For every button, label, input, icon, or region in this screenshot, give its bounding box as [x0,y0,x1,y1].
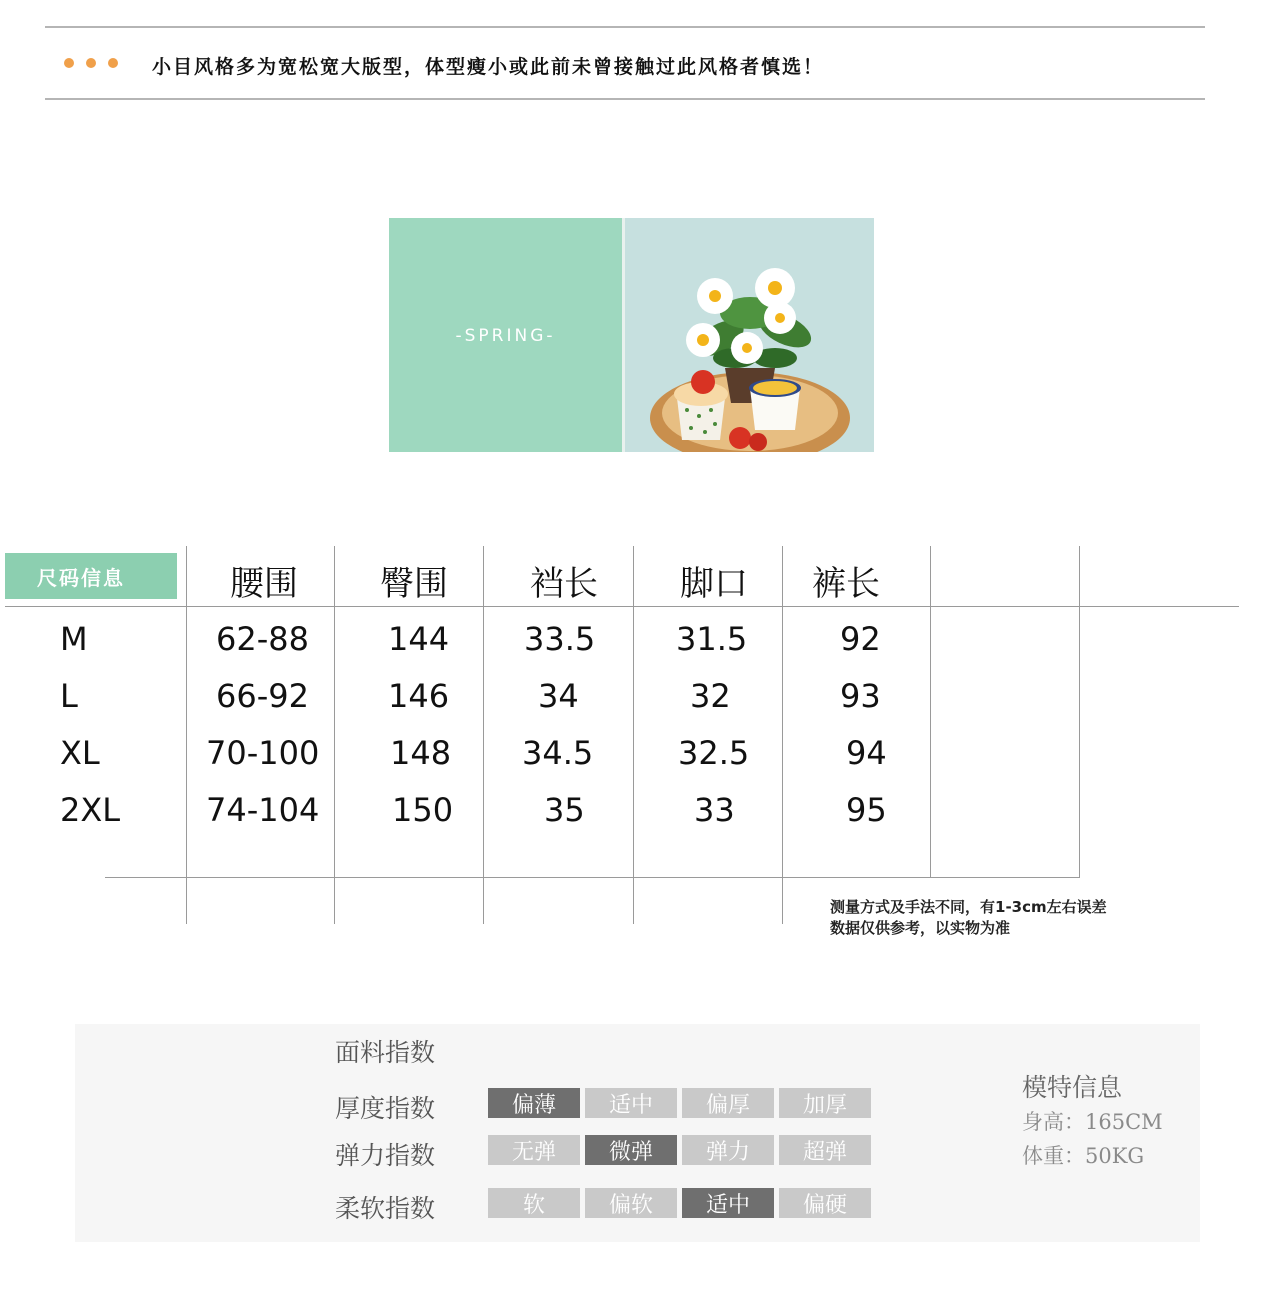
table-cell: 94 [846,734,887,772]
softness-label: 柔软指数 [335,1194,436,1223]
thickness-option: 偏薄 [488,1088,580,1118]
header-rise: 裆长 [530,564,598,604]
grid-vline [1079,546,1080,878]
header-hip: 臀围 [380,564,448,604]
table-cell: 70-100 [206,734,320,772]
table-cell: 62-88 [216,620,309,658]
grid-hline [5,606,1239,607]
table-cell: 74-104 [206,791,320,829]
spring-word: -SPRING- [455,326,556,346]
table-cell: 92 [840,620,881,658]
elasticity-option: 无弹 [488,1135,580,1165]
style-notice: 小目风格多为宽松宽大版型，体型瘦小或此前未曾接触过此风格者慎选！ [152,56,825,78]
table-cell: 146 [388,677,450,715]
thickness-option: 偏厚 [682,1088,774,1118]
grid-vline [930,546,931,878]
softness-option: 偏软 [585,1188,677,1218]
thickness-scale [488,1088,871,1118]
grid-vline [186,546,187,924]
bullet-dots [64,58,118,68]
grid-vline [334,546,335,924]
elasticity-label: 弹力指数 [335,1141,436,1170]
elasticity-option: 超弹 [779,1135,871,1165]
spring-banner [389,218,874,452]
grid-vline [782,546,783,924]
elasticity-option: 微弹 [585,1135,677,1165]
dot-icon [86,58,96,68]
size-info-badge: 尺码信息 [5,553,177,599]
table-cell: 148 [390,734,452,772]
table-cell: 66-92 [216,677,309,715]
table-cell: 33 [694,791,735,829]
table-cell: 32.5 [678,734,750,772]
bottom-divider [45,98,1205,100]
table-cell: 150 [392,791,454,829]
softness-option: 偏硬 [779,1188,871,1218]
measurement-note: 测量方式及手法不同，有1-3cm左右误差 [830,898,1107,916]
table-cell: 32 [690,677,731,715]
softness-option: 适中 [682,1188,774,1218]
table-cell: 144 [388,620,450,658]
table-cell: 31.5 [676,620,748,658]
model-weight: 体重：50KG [1022,1144,1145,1168]
fabric-index-title: 面料指数 [335,1038,436,1067]
elasticity-option: 弹力 [682,1135,774,1165]
table-cell: 95 [846,791,887,829]
grid-hline [105,877,1080,878]
size-label: 2XL [60,791,121,829]
flower-illustration [625,218,874,452]
flower-tray-icon [625,218,874,452]
model-height: 身高：165CM [1022,1110,1163,1134]
softness-scale [488,1188,871,1218]
thickness-option: 加厚 [779,1088,871,1118]
table-cell: 35 [544,791,585,829]
spring-banner-left [389,218,622,452]
reference-note: 数据仅供参考，以实物为准 [830,919,1011,937]
elasticity-scale [488,1135,871,1165]
model-info-title: 模特信息 [1022,1073,1123,1102]
header-hem: 脚口 [680,564,748,604]
header-waist: 腰围 [230,564,298,604]
dot-icon [108,58,118,68]
header-length: 裤长 [812,564,880,604]
size-label: XL [60,734,100,772]
grid-vline [483,546,484,924]
table-cell: 34.5 [522,734,594,772]
top-divider [45,26,1205,28]
table-cell: 33.5 [524,620,596,658]
grid-vline [633,546,634,924]
table-cell: 34 [538,677,579,715]
size-label: M [60,620,88,658]
size-label: L [60,677,78,715]
table-cell: 93 [840,677,881,715]
thickness-option: 适中 [585,1088,677,1118]
thickness-label: 厚度指数 [335,1094,436,1123]
softness-option: 软 [488,1188,580,1218]
dot-icon [64,58,74,68]
